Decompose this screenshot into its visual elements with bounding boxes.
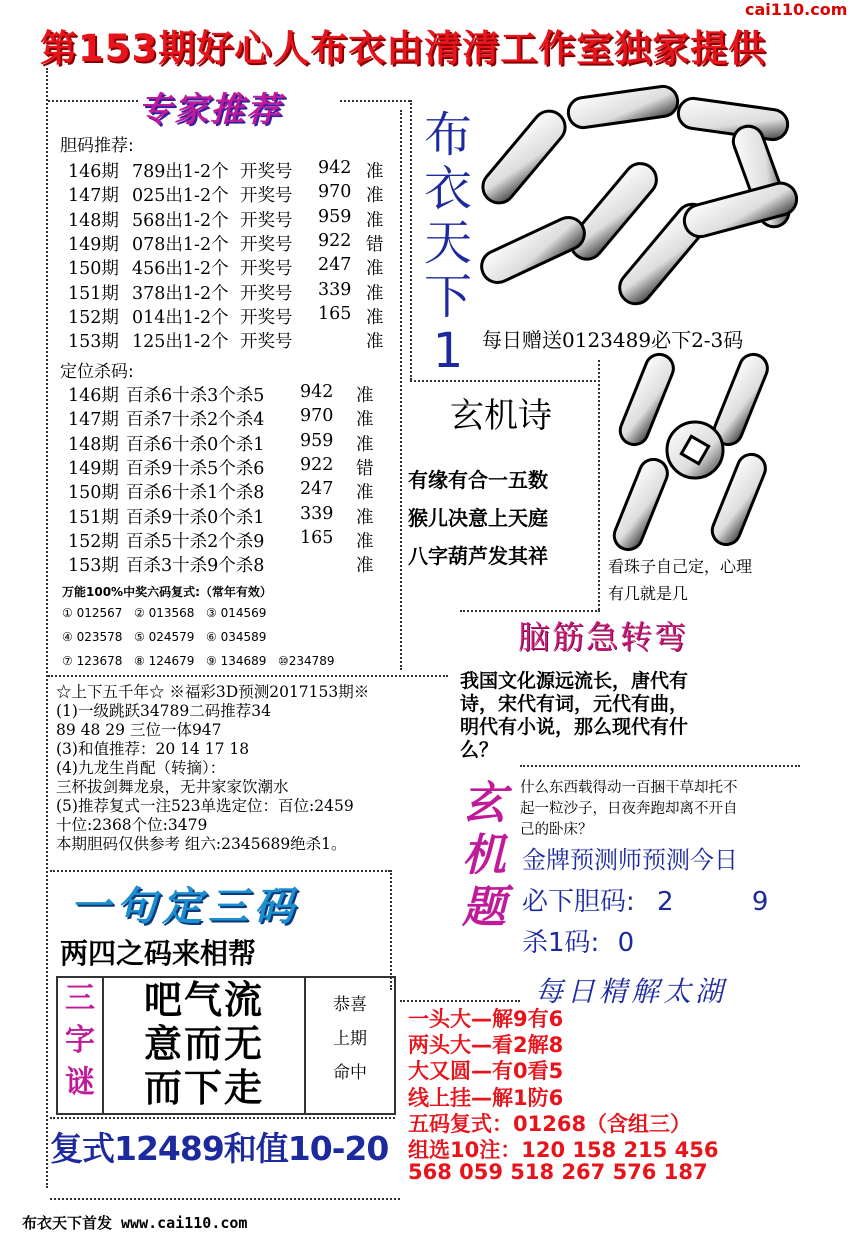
- result-cell: 247: [318, 255, 352, 276]
- taihu-line: 两头大—看2解8: [408, 1033, 564, 1058]
- period-cell: 149期: [68, 458, 119, 479]
- label-cell: 开奖号: [240, 259, 293, 280]
- site-logo[interactable]: cai110.com: [745, 0, 848, 19]
- verdict-cell: 准: [366, 186, 384, 207]
- verdict-cell: 准: [366, 332, 384, 353]
- six-code-item: ⑦ 123678: [62, 654, 123, 668]
- question-line: 己的卧床？: [520, 822, 593, 838]
- divider: [390, 870, 392, 990]
- label-cell: 开奖号: [240, 234, 293, 255]
- divider: [598, 360, 600, 610]
- label-cell: 开奖号: [240, 332, 293, 353]
- sanzimi-char: 字: [65, 1023, 95, 1058]
- divider: [410, 380, 600, 382]
- daily-gift: 每日赠送0123489必下2-3码: [482, 328, 744, 352]
- danma-label: 胆码推荐:: [60, 136, 134, 156]
- taihu-line: 五码复式：01268（含组三）: [408, 1111, 692, 1136]
- naojin-line: 诗，宋代有词，元代有曲，: [460, 693, 689, 715]
- buyi-vertical: [420, 108, 476, 378]
- verdict-cell: 准: [356, 386, 374, 406]
- verdict-cell: 准: [366, 259, 384, 280]
- taihu-line: 组选10注：120 158 215 456: [408, 1138, 719, 1162]
- period-cell: 146期: [68, 386, 119, 406]
- forecast-line: (5)推荐复式一注523单选定位：百位:2459: [56, 797, 354, 815]
- expert-title: 专家推荐: [138, 90, 282, 130]
- sanzimi-char: 三: [65, 981, 95, 1016]
- period-cell: 153期: [68, 556, 119, 577]
- pick-cell: 百杀6十杀3个杀5: [126, 386, 265, 406]
- result-cell: 970: [300, 406, 334, 427]
- period-cell: 147期: [68, 186, 119, 207]
- riddle-line: 意而无: [143, 1022, 264, 1066]
- taihu-line: 大又圆—有0看5: [408, 1059, 564, 1084]
- label-cell: 开奖号: [240, 283, 293, 304]
- period-cell: 148期: [68, 210, 119, 231]
- pick-cell: 568出1-2个: [132, 210, 229, 231]
- kill-label: 杀1码:: [522, 928, 600, 958]
- result-cell: 942: [318, 158, 352, 178]
- six-code-item: ① 012567: [62, 606, 123, 620]
- result-cell: 959: [300, 430, 334, 451]
- naojin-line: 么？: [460, 739, 499, 761]
- swastika-icon: [478, 84, 798, 324]
- divider: [50, 1117, 395, 1119]
- result-cell: 922: [318, 230, 352, 251]
- coin-chain-icon: [605, 352, 795, 552]
- buyi-char: 衣: [423, 161, 472, 217]
- divider: [400, 110, 402, 670]
- taihu-line: 线上挂—解1防6: [408, 1085, 564, 1110]
- dan-value: 2: [657, 887, 674, 917]
- congrats-line: 恭喜: [333, 995, 367, 1015]
- question-line: 起一粒沙子，日夜奔跑却离不开自: [520, 801, 738, 817]
- dingwei-label: 定位杀码:: [60, 362, 134, 382]
- forecast-line: (3)和值推荐：20 14 17 18: [56, 740, 250, 758]
- naojin-line: 明代有小说，那么现代有什: [460, 716, 689, 738]
- kill-value: 0: [617, 928, 635, 958]
- divider: [48, 675, 448, 677]
- result-cell: 339: [318, 279, 352, 300]
- riddle-line: 而下走: [143, 1066, 264, 1110]
- forecast-line: 本期胆码仅供参考 组六:2345689绝杀1。: [56, 835, 347, 853]
- result-cell: 959: [318, 206, 352, 227]
- six-code-item: ⑤ 024579: [134, 630, 195, 644]
- xuanji-ti-char: 机: [462, 830, 506, 881]
- pick-cell: 014出1-2个: [132, 307, 229, 328]
- verdict-cell: 准: [356, 556, 374, 577]
- yiju-subtitle: 两四之码来相帮: [60, 937, 257, 970]
- forecast-line: ☆上下五千年☆ ※福彩3D预测2017153期※: [56, 683, 370, 701]
- pick-cell: 百杀6十杀1个杀8: [126, 483, 265, 504]
- dan-value: 9: [751, 887, 769, 917]
- divider: [410, 100, 412, 380]
- page-title: 第153期好心人布衣由清清工作室独家提供: [40, 27, 767, 70]
- verdict-cell: 准: [366, 283, 384, 304]
- result-cell: 247: [300, 479, 334, 500]
- period-cell: 150期: [68, 259, 119, 280]
- pick-cell: 百杀9十杀5个杀6: [126, 458, 265, 479]
- six-code-item: ② 013568: [134, 606, 195, 620]
- sanzimi-box: [56, 976, 104, 1115]
- label-cell: 开奖号: [240, 162, 293, 182]
- buyi-char: 下: [423, 269, 472, 325]
- forecast-line: (1)一级跳跃34789二码推荐34: [56, 702, 271, 720]
- poem-line: 八字葫芦发其祥: [408, 544, 548, 568]
- pick-cell: 025出1-2个: [132, 186, 229, 207]
- forecast-line: 十位:2368个位:3479: [56, 816, 208, 834]
- riddle-line: 吧气流: [143, 978, 264, 1022]
- six-code-item: ⑥ 034589: [206, 630, 267, 644]
- taihu-line: 568 059 518 267 576 187: [408, 1160, 708, 1185]
- forecast-line: 89 48 29 三位一体947: [56, 721, 222, 739]
- gold-title: 金牌预测师预测今日: [522, 846, 738, 874]
- period-cell: 147期: [68, 410, 119, 431]
- six-code-item: ③ 014569: [206, 606, 267, 620]
- result-cell: 339: [300, 503, 334, 524]
- pick-cell: 百杀9十杀0个杀1: [126, 507, 265, 528]
- divider: [520, 765, 800, 767]
- divider: [400, 1000, 520, 1002]
- period-cell: 150期: [68, 483, 119, 504]
- period-cell: 151期: [68, 283, 119, 304]
- divider: [50, 1198, 400, 1200]
- divider: [340, 100, 410, 102]
- verdict-cell: 准: [366, 307, 384, 328]
- verdict-cell: 准: [356, 507, 374, 528]
- result-cell: 942: [300, 382, 334, 402]
- dan-label: 必下胆码:: [522, 887, 635, 917]
- dan-line: [522, 881, 768, 918]
- congrats-box: [304, 976, 396, 1115]
- pick-cell: 078出1-2个: [132, 234, 229, 255]
- xuanji-ti-char: 题: [462, 882, 506, 933]
- note-line: 看珠子自己定，心理: [608, 557, 753, 576]
- congrats-line: 命中: [333, 1063, 367, 1083]
- pick-cell: 百杀7十杀2个杀4: [126, 410, 265, 431]
- kill-line: [522, 922, 634, 959]
- pick-cell: 789出1-2个: [132, 162, 229, 182]
- period-cell: 153期: [68, 332, 119, 353]
- verdict-cell: 准: [356, 531, 374, 552]
- sanzimi-char: 谜: [65, 1065, 95, 1100]
- divider: [48, 100, 138, 102]
- six-code-item: ⑨ 134689: [206, 654, 267, 668]
- divider: [46, 68, 48, 1188]
- six-code-item: ⑩234789: [278, 654, 335, 668]
- footer-text[interactable]: 布衣天下首发 www.cai110.com: [22, 1214, 248, 1232]
- naojin-line: 我国文化源远流长，唐代有: [460, 670, 689, 692]
- label-cell: 开奖号: [240, 210, 293, 231]
- verdict-cell: 错: [356, 458, 374, 479]
- pick-cell: 百杀6十杀0个杀1: [126, 434, 265, 455]
- taihu-title: 每日精解太湖: [535, 975, 728, 1008]
- result-cell: 165: [318, 303, 352, 324]
- naojin-title: 脑筋急转弯: [518, 618, 689, 656]
- six-code-item: ⑧ 124679: [134, 654, 195, 668]
- label-cell: 开奖号: [240, 186, 293, 207]
- riddle-box: [102, 976, 306, 1115]
- buyi-char: 天: [423, 215, 472, 271]
- result-cell: 970: [318, 182, 352, 203]
- verdict-cell: 准: [366, 162, 384, 182]
- pick-cell: 百杀3十杀9个杀8: [126, 556, 265, 577]
- period-cell: 148期: [68, 434, 119, 455]
- forecast-line: (4)九龙生肖配（转摘）：: [56, 759, 226, 777]
- verdict-cell: 准: [356, 410, 374, 431]
- verdict-cell: 准: [356, 483, 374, 504]
- xuanji-ti-char: 玄: [462, 778, 506, 829]
- period-cell: 152期: [68, 531, 119, 552]
- yiju-title: 一句定三码: [70, 884, 300, 930]
- congrats-line: 上期: [333, 1029, 367, 1049]
- poem-line: 猴儿决意上天庭: [408, 506, 548, 530]
- buyi-char: 布: [423, 107, 472, 163]
- taihu-line: 一头大—解9有6: [408, 1007, 564, 1031]
- period-cell: 149期: [68, 234, 119, 255]
- result-cell: 922: [300, 454, 334, 475]
- xuanji-shi-title: 玄机诗: [450, 396, 552, 436]
- fushi-line: 复式12489和值10-20: [50, 1129, 389, 1168]
- verdict-cell: 准: [356, 434, 374, 455]
- six-code-label: 万能100%中奖六码复式:（常年有效）: [62, 585, 272, 599]
- note-line: 有几就是几: [608, 584, 689, 603]
- label-cell: 开奖号: [240, 307, 293, 328]
- poem-line: 有缘有合一五数: [408, 468, 548, 492]
- xuanji-ti-title: [456, 778, 512, 934]
- pick-cell: 百杀5十杀2个杀9: [126, 531, 265, 552]
- period-cell: 152期: [68, 307, 119, 328]
- period-cell: 151期: [68, 507, 119, 528]
- question-line: 什么东西载得动一百捆干草却托不: [520, 780, 738, 796]
- forecast-line: 三杯拔剑舞龙泉，无井家家饮潮水: [56, 778, 289, 796]
- verdict-cell: 准: [366, 210, 384, 231]
- six-code-item: ④ 023578: [62, 630, 123, 644]
- header: [40, 16, 840, 70]
- divider: [50, 870, 390, 872]
- buyi-char: 1: [432, 323, 464, 379]
- period-cell: 146期: [68, 162, 119, 182]
- pick-cell: 125出1-2个: [132, 332, 229, 353]
- pick-cell: 378出1-2个: [132, 283, 229, 304]
- pick-cell: 456出1-2个: [132, 259, 229, 280]
- verdict-cell: 错: [366, 234, 384, 255]
- result-cell: 165: [300, 527, 334, 548]
